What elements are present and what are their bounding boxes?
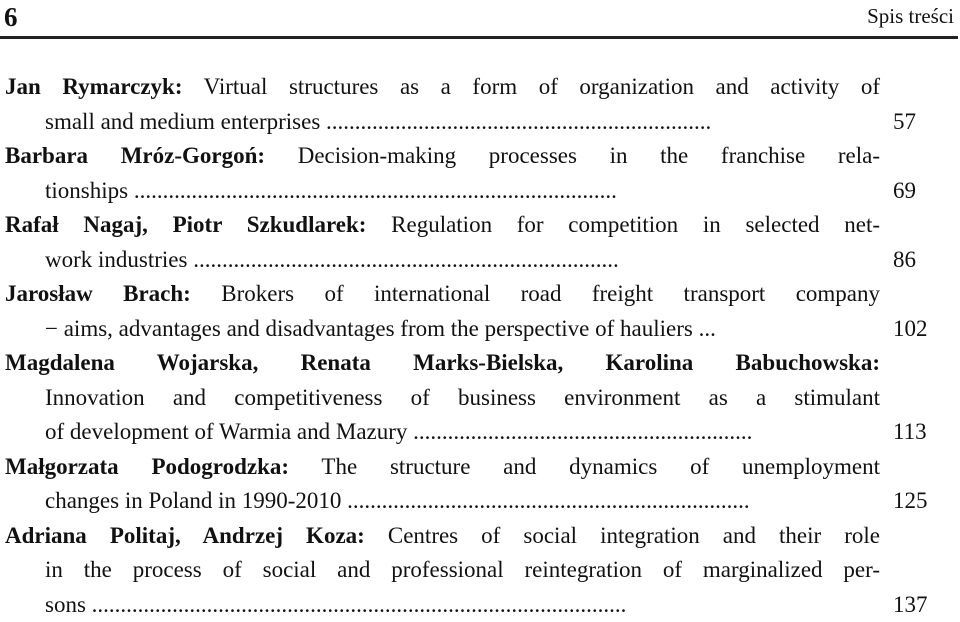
toc-author: Barbara Mróz-Gorgoń:: [5, 143, 266, 168]
toc-line: [5, 519, 955, 554]
toc-title-text: work industries: [45, 246, 188, 272]
toc-title-text: Brokers of international road freight transport company: [221, 281, 881, 306]
toc-line: [5, 139, 955, 174]
toc-title-text: sons: [45, 591, 86, 617]
toc-line: [5, 243, 955, 278]
toc-title-text: The structure and dynamics of unemployment: [321, 453, 880, 479]
toc-line: [5, 450, 955, 485]
page-header: [0, 0, 958, 39]
toc-page-number: 137: [893, 591, 928, 617]
toc-title-text: Decision-making processes in the franchise rela-: [297, 143, 881, 168]
toc-title-text: of development of Warmia and Mazury: [45, 419, 408, 444]
toc-title-text: Virtual structures as a form of organization and activity of: [203, 74, 880, 99]
toc-author: Jan Rymarczyk:: [5, 74, 183, 99]
toc-page-number: 113: [893, 419, 927, 444]
toc-title-text: Regulation for competition in selected net-: [391, 212, 881, 237]
toc-leader: ....................................................................................: [128, 177, 617, 203]
toc-line: [5, 312, 955, 347]
toc-entry[interactable]: [5, 208, 955, 277]
toc-line: [5, 277, 955, 312]
toc-line: [5, 553, 955, 588]
page-number: 6: [4, 2, 18, 32]
toc-leader: ...................................................................: [320, 108, 712, 134]
toc-leader: ..........................................................................: [187, 246, 619, 272]
toc-entry[interactable]: [5, 277, 955, 346]
toc-page-number: 69: [893, 177, 916, 203]
section-title: Spis treści: [867, 4, 954, 28]
toc-line: [5, 70, 955, 105]
toc-entry[interactable]: [5, 346, 955, 450]
toc-title-text: in the process of social and professional reintegration of marginalized per-: [45, 557, 880, 582]
toc-page-number: 125: [893, 488, 928, 513]
toc-line: [5, 208, 955, 243]
toc-entry[interactable]: [5, 70, 955, 139]
toc-page-number: 57: [893, 108, 916, 134]
toc-author: Adriana Politaj, Andrzej Koza:: [5, 522, 365, 548]
toc-line: [5, 588, 955, 622]
toc-author: Rafał Nagaj, Piotr Szkudlarek:: [5, 212, 367, 237]
toc-title-text: − aims, advantages and disadvantages from the perspective of hauliers: [45, 315, 693, 341]
toc-author: Magdalena Wojarska, Renata Marks-Bielska, Karolina Babuchowska:: [5, 350, 880, 375]
toc-entry[interactable]: [5, 139, 955, 208]
toc-leader: .............................................................................................: [85, 591, 627, 617]
toc-leader: ......................................................................: [341, 488, 750, 513]
toc-entry[interactable]: [5, 450, 955, 519]
toc-author: Małgorzata Podogrodzka:: [5, 453, 290, 479]
toc-title-text: Innovation and competitiveness of business environment as a stimulant: [45, 384, 880, 410]
toc-line: [5, 415, 955, 450]
toc-line: [5, 381, 955, 416]
toc-line: [5, 174, 955, 209]
toc-line: [5, 484, 955, 519]
toc-page-number: 102: [893, 315, 928, 341]
toc-title-text: small and medium enterprises: [45, 108, 321, 134]
toc-title-text: changes in Poland in 1990-2010: [45, 488, 342, 513]
toc-line: [5, 105, 955, 140]
toc-line: [5, 346, 955, 381]
toc-leader: ...: [692, 315, 716, 341]
toc-entry[interactable]: [5, 519, 955, 622]
toc-author: Jarosław Brach:: [5, 281, 191, 306]
toc-page-number: 86: [893, 246, 916, 272]
toc-title-text: tionships: [45, 177, 129, 203]
table-of-contents: [5, 70, 955, 622]
toc-leader: ...........................................................: [407, 419, 753, 444]
toc-title-text: Centres of social integration and their role: [387, 522, 881, 548]
